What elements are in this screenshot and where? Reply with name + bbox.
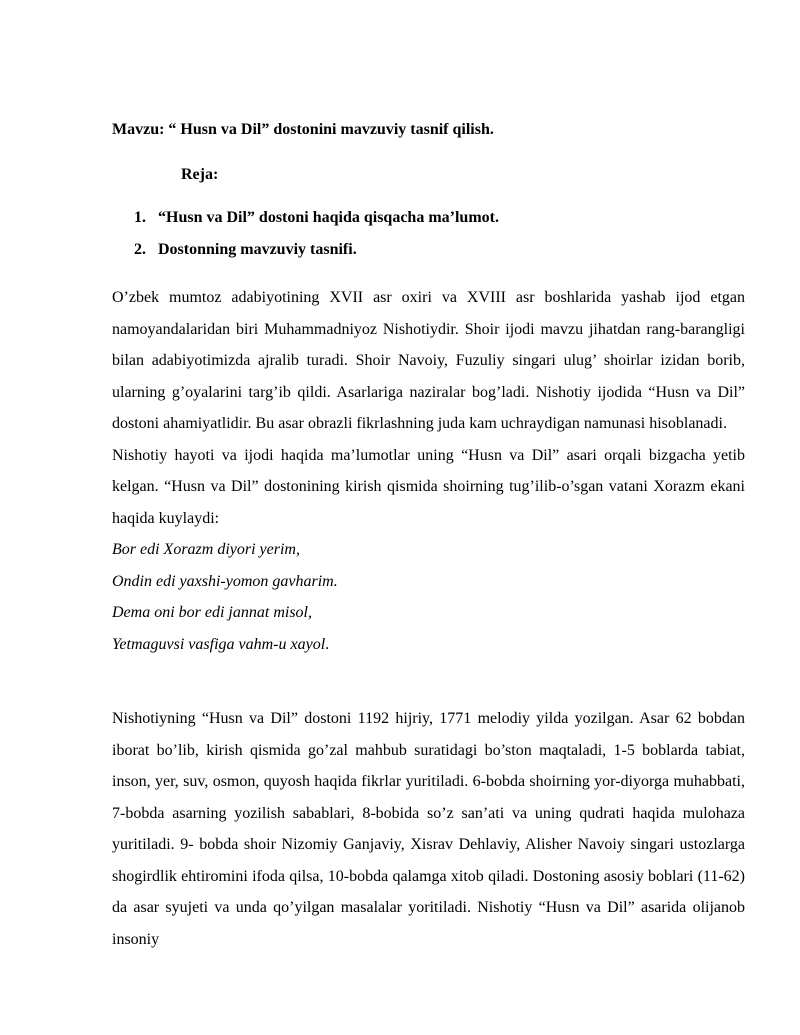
body-text-block (112, 282, 745, 660)
document-title: Mavzu: “ Husn va Dil” dostonini mavzuviy tasnif qilish. (112, 121, 494, 138)
plan-item-text: “Husn va Dil” dostoni haqida qisqacha ma’lumot. (158, 209, 499, 226)
plan-item-number: 2. (134, 241, 146, 258)
plan-item-text: Dostonning mavzuviy tasnifi. (158, 241, 357, 258)
plan-item-number: 1. (134, 209, 146, 226)
verse-line: Bor edi Xorazm diyori yerim, (112, 541, 300, 558)
verse-line-text: Yetmaguvsi vasfiga vahm-u xayol (112, 635, 326, 653)
paragraph-intro: O’zbek mumtoz adabiyotining XVII asr oxiri va XVIII asr boshlarida yashab ijod etgan namoyandalaridan biri Muhammadniyoz Nishotiydir. Shoir ijodi mavzu jihatdan rang-barangligi bilan adabiyotimizda ajralib turadi. Shoir Navoiy, Fuzuliy singari ulug’ shoirlar izidan borib, ularning g’oyalarini targ’ib qildi. Asarlariga naziralar bog’ladi. Nishotiy ijodida “Husn va Dil” dostoni ahamiyatlidir. Bu asar obrazli fikrlashning juda kam uchraydigan namunasi hisoblanadi. (112, 289, 745, 432)
verse-line: Ondin edi yaxshi-yomon gavharim. (112, 572, 338, 590)
verse-end-mark: . (325, 635, 330, 653)
paragraph-structure: Nishotiyning “Husn va Dil” dostoni 1192 hijriy, 1771 melodiy yilda yozilgan. Asar 62 bobdan iborat bo’lib, kirish qismida go’zal mahbub suratidagi bo’ston maqtaladi, 1-5 boblarda tabiat, inson, yer, suv, osmon, quyosh haqida fikrlar yuritiladi. 6-bobda shoirning yor-diyorga muhabbati, 7-bobda asarning yozilish sabablari, 8-bobida so’z san’ati va uning qudrati haqida mulohaza yuritiladi. 9- bobda shoir Nizomiy Ganjaviy, Xisrav Dehlaviy, Alisher Navoiy singari ustozlarga shogirdlik ehtiromini ifoda qilsa, 10-bobda qalamga xitob qiladi. Dostoning asosiy boblari (11-62) da asar syujeti va unda qo’yilgan masalalar yoritiladi. Nishotiy “Husn va Dil” asarida olijanob insoniy (112, 710, 745, 948)
body-text-block (112, 703, 745, 955)
verse-line-last (112, 629, 745, 661)
paragraph-biography: Nishotiy hayoti va ijodi haqida ma’lumotlar uning “Husn va Dil” asari orqali bizgacha yetib kelgan. “Husn va Dil” dostonining kirish qismida shoirning tug’ilib-o’sgan vatani Xorazm ekani haqida kuylaydi: (112, 446, 745, 527)
plan-heading: Reja: (181, 166, 219, 183)
verse-line: Dema oni bor edi jannat misol, (112, 604, 312, 621)
